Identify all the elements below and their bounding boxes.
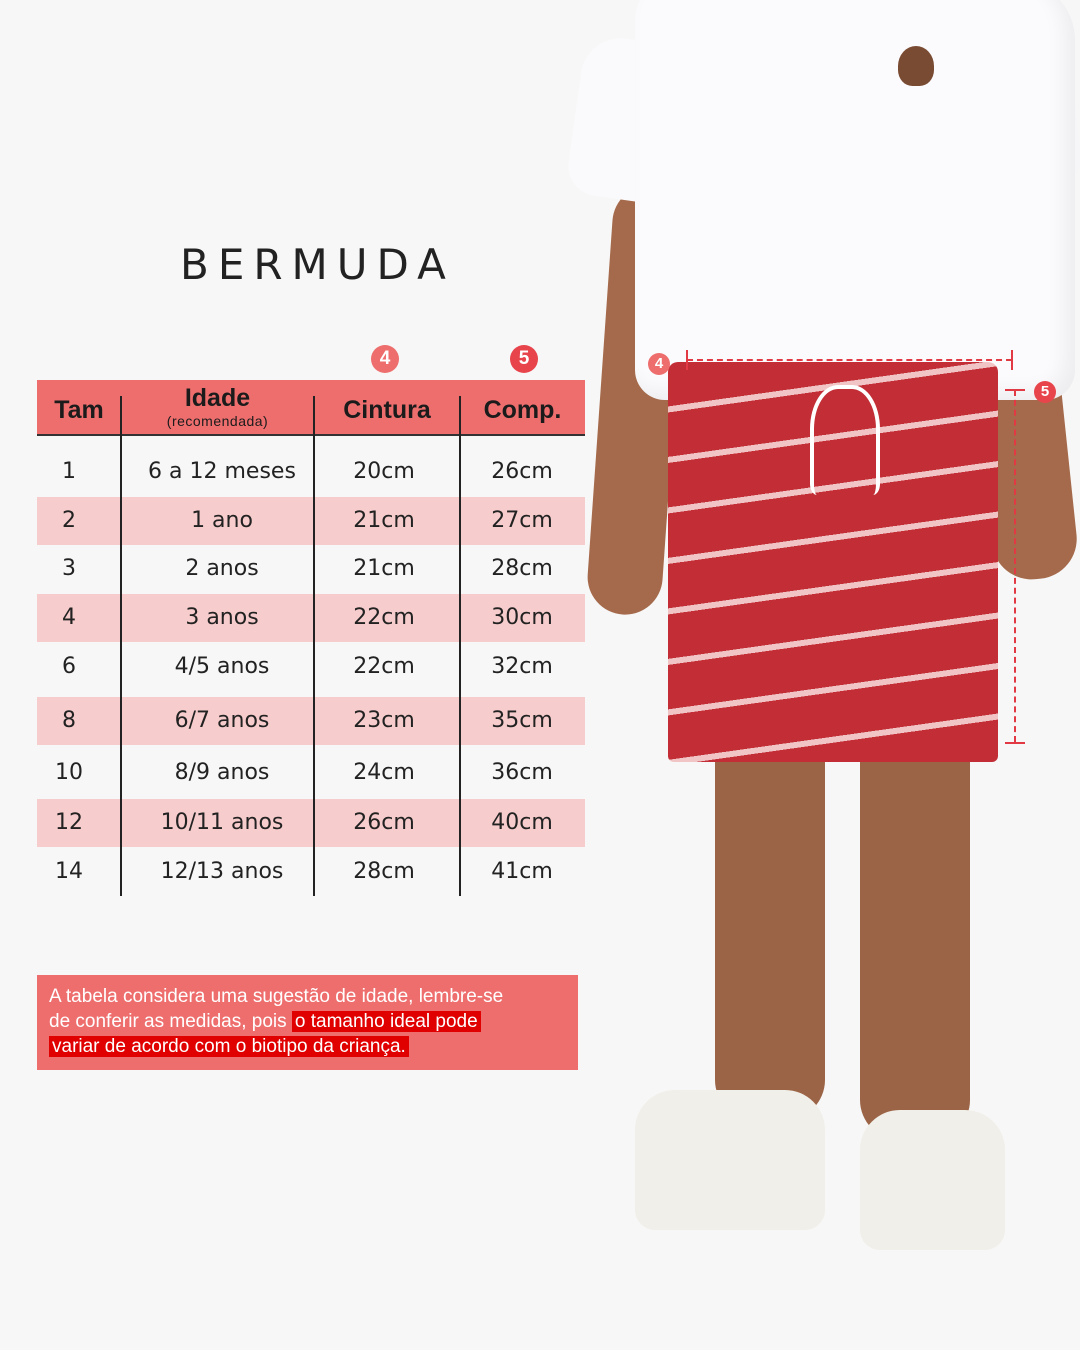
header-comp: Comp. — [483, 396, 562, 424]
left-leg — [715, 720, 825, 1120]
length-measure-tick — [1005, 389, 1025, 391]
length-measure-line — [1014, 390, 1016, 742]
length-number-badge: 5 — [510, 345, 538, 373]
product-photo — [560, 0, 1080, 1350]
note-highlight-2: variar de acordo com o biotipo da criança. — [49, 1036, 409, 1057]
table-row: 1 6 a 12 meses 20cm 26cm — [62, 459, 553, 484]
waist-measure-tick — [686, 350, 688, 370]
table-row: 14 12/13 anos 28cm 41cm — [55, 859, 553, 884]
right-leg — [860, 720, 970, 1140]
header-idade-sub: (recomendada) — [166, 413, 269, 429]
note-highlight-1: o tamanho ideal pode — [292, 1011, 481, 1032]
page-title: BERMUDA — [180, 240, 455, 289]
table-row: 2 1 ano 21cm 27cm — [37, 497, 585, 545]
waist-measure-line — [687, 359, 1012, 361]
waist-measure-badge: 4 — [648, 353, 670, 375]
column-divider — [459, 396, 461, 896]
column-divider — [313, 396, 315, 896]
left-sneaker — [635, 1090, 825, 1230]
shirt-logo-icon — [898, 46, 934, 86]
length-measure-tick — [1005, 742, 1025, 744]
table-row: 6 4/5 anos 22cm 32cm — [62, 654, 553, 679]
table-row: 3 2 anos 21cm 28cm — [62, 556, 553, 581]
header-idade: Idade (recomendada) — [121, 380, 314, 436]
drawstring — [810, 385, 880, 495]
header-tam: Tam — [54, 396, 104, 424]
table-row: 4 3 anos 22cm 30cm — [37, 594, 585, 642]
right-sneaker — [860, 1110, 1005, 1250]
note-line-3 — [49, 1034, 566, 1059]
note-line-2: de conferir as medidas, pois o tamanho ideal pode — [49, 1009, 566, 1034]
size-note — [37, 975, 578, 1070]
waist-number-badge: 4 — [371, 345, 399, 373]
length-measure-badge: 5 — [1034, 381, 1056, 403]
table-row: 12 10/11 anos 26cm 40cm — [37, 799, 585, 847]
note-line-1: A tabela considera uma sugestão de idade, lembre-se — [49, 986, 504, 1007]
column-divider — [120, 396, 122, 896]
waist-measure-tick — [1011, 350, 1013, 370]
table-row: 10 8/9 anos 24cm 36cm — [55, 760, 553, 785]
header-cintura: Cintura — [343, 396, 431, 424]
table-row: 8 6/7 anos 23cm 35cm — [37, 697, 585, 745]
white-tshirt — [635, 0, 1075, 400]
